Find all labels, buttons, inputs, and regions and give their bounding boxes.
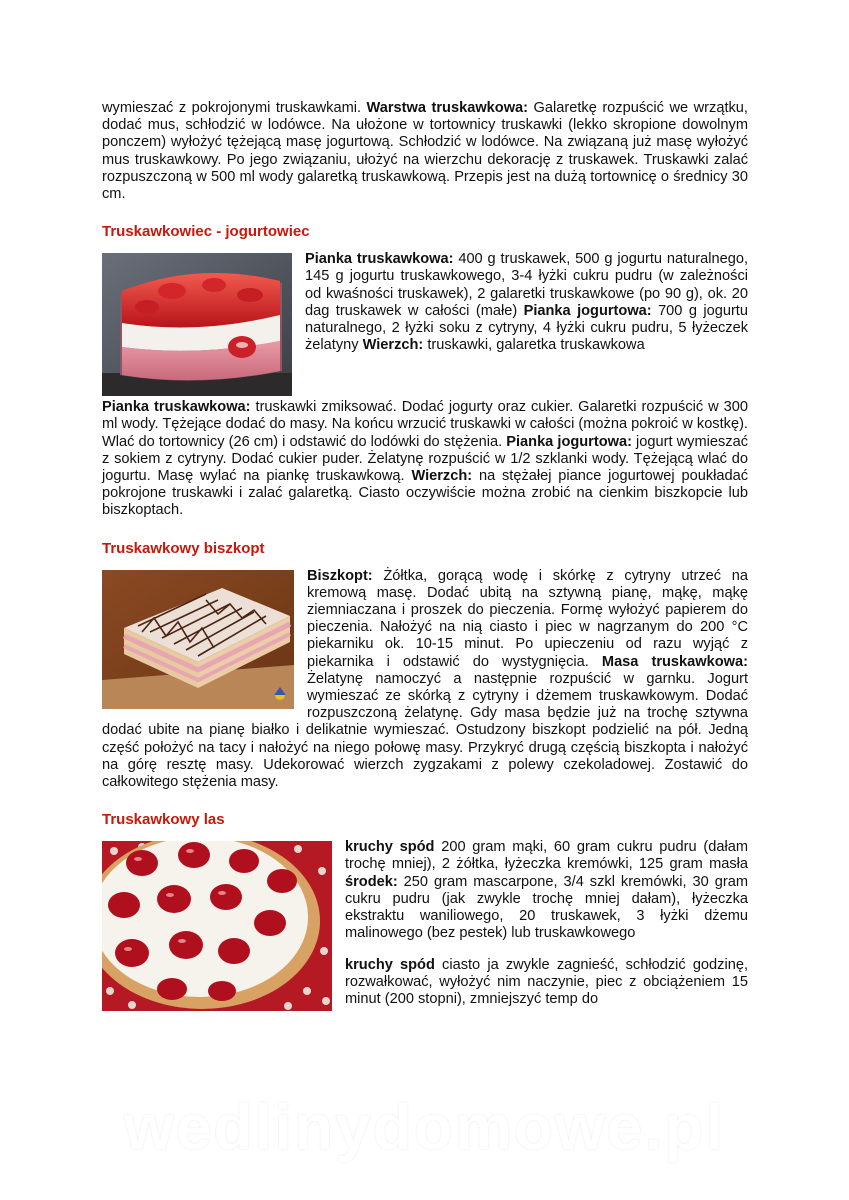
text: Żółtka, gorącą wodę i skórkę z cytryny utrzeć na kremową masę. Dodać ubitą na sztywną pianę, mąkę, mąkę ziemniaczana i proszek do pieczenia. Formę wyłożyć papierem do pieczenia. Nałożyć na nią ciasto i piec w nagrzanym do 200 °C piekarniku ok. 10-15 minut. Po upieczeniu od razu wyjąć z piekarnika i odstawić do wystygnięcia. [307,567,748,670]
cake-photo-3 [102,841,332,1011]
bold-label: Pianka truskawkowa: [102,399,251,416]
bold-label: Biszkopt: [307,567,373,584]
text: ciasto ja zwykle zagnieść, schłodzić godzinę, rozwałkować, wyłożyć nim naczynie, piec z obciążeniem 15 minut (200 stopni), zmniejszyć temp do [345,956,748,1007]
document-body [102,100,748,1014]
text: truskawki zmiksować. Dodać jogurty oraz cukier. Galaretki rozpuścić w 300 ml wody. Tężejące dodać do masy. Na końcu wrzucić truskawki w całości (można pokroić w kostkę). Wlać do tortownicy (26 cm) i odstawić do lodówki do stężenia. [102,399,748,450]
text: 200 gram mąki, 60 gram cukru pudru (dałam trochę mniej), 2 żółtka, łyżeczka kremówki, 125 gram masła [345,839,748,873]
watermark: wedlinydomowe.pl [124,1091,725,1163]
text: 250 gram mascarpone, 3/4 szkl kremówki, 30 gram cukru pudru (jak zwykle trochę mniej dałam), łyżeczka ekstraktu waniliowego, 20 truskawek, 3 łyżki dżemu malinowego (bez pestek) lub truskawkowego [345,873,748,942]
bold-label: środek: [345,873,398,890]
bold-label: kruchy spód [345,956,435,973]
cake-photo-2 [102,570,294,709]
text: truskawki, galaretka truskawkowa [423,337,645,354]
cake-photo-1 [102,253,292,396]
method-paragraph-1 [102,399,748,519]
strawberry-jelly-cake-image [102,253,292,396]
bold-label: Pianka jogurtowa: [523,302,652,319]
bold-label: Wierzch: [411,468,473,485]
bold-label: Pianka truskawkowa: [305,251,454,268]
intro-paragraph [102,100,748,203]
sponge-cake-image [102,570,294,709]
bold-label: Warstwa truskawkowa: [366,100,529,116]
text: Galaretkę rozpuścić we wrzątku, dodać mus, schłodzić w lodówce. Na ułożone w tortownicy truskawki (lekko skropione dowolnym ponczem) wyłożyć tężejącą masę jogurtową. Schłodzić w lodówce. Na związaną już masę wyłożyć mus truskawkowy. Po jego związaniu, ułożyć na wierzchu dekorację z truskawek. Truskawki zalać rozpuszczoną w 500 ml wody galaretką truskawkową. Przepis jest na dużą tortownicę o średnicy 30 cm. [102,100,748,203]
text: na stężałej piance jogurtowej poukładać pokrojone truskawki i zalać galaretką. Ciasto oczywiście można zrobić na cienkim biszkopcie lub biszkoptach. [102,468,749,519]
strawberry-tart-image [102,841,332,1011]
bold-label: Wierzch: [362,337,424,354]
text: 400 g truskawek, 500 g jogurtu naturalnego, 145 g jogurtu truskawkowego, 3-4 łyżki cukru pudru (w zależności od kwaśności truskawek), 2 galaretki truskawkowe (po 90 g), ok. 20 dag truskawek w całości (małe) [305,251,749,319]
bold-label: kruchy spód [345,839,435,856]
text: 700 g jogurtu naturalnego, 2 łyżki soku z cytryny, 4 łyżki cukru pudru, 5 łyżeczek żelatyny [305,302,748,354]
section-title-biszkopt: Truskawkowy biszkopt [102,539,265,557]
bold-label: Pianka jogurtowa: [506,433,632,450]
section-title-truskawkowiec: Truskawkowiec - jogurtowiec [102,223,310,241]
bold-label: Masa truskawkowa: [601,653,748,670]
text: wymieszać z pokrojonymi truskawkami. [102,100,367,116]
text: jogurt wymieszać z sokiem z cytryny. Dodać cukier puder. Żelatynę rozpuścić w 1/2 szklanki wody. Tężejącą wlać do jogurtu. Masę wylać na piankę truskawkową. [102,433,748,485]
text: Żelatynę namoczyć a następnie rozpuścić w garnku. Jogurt wymieszać ze skórką z cytryny i dżemem truskawkowym. Dodać rozpuszczoną żelatynę. Gdy masa będzie już na trochę sztywna dodać ubite na pianę białko i delikatnie wymieszać. Ostudzony biszkopt podzielić na pół. Jedną część położyć na tacy i nałożyć na niego połowę masy. Przykryć drugą częścią biszkopta i nałożyć na górę resztę masy. Udekorować wierzch zygzakami z polewy czekoladowej. Zostawić do całkowitego stężenia masy. [102,670,748,791]
section-title-las: Truskawkowy las [102,811,225,829]
